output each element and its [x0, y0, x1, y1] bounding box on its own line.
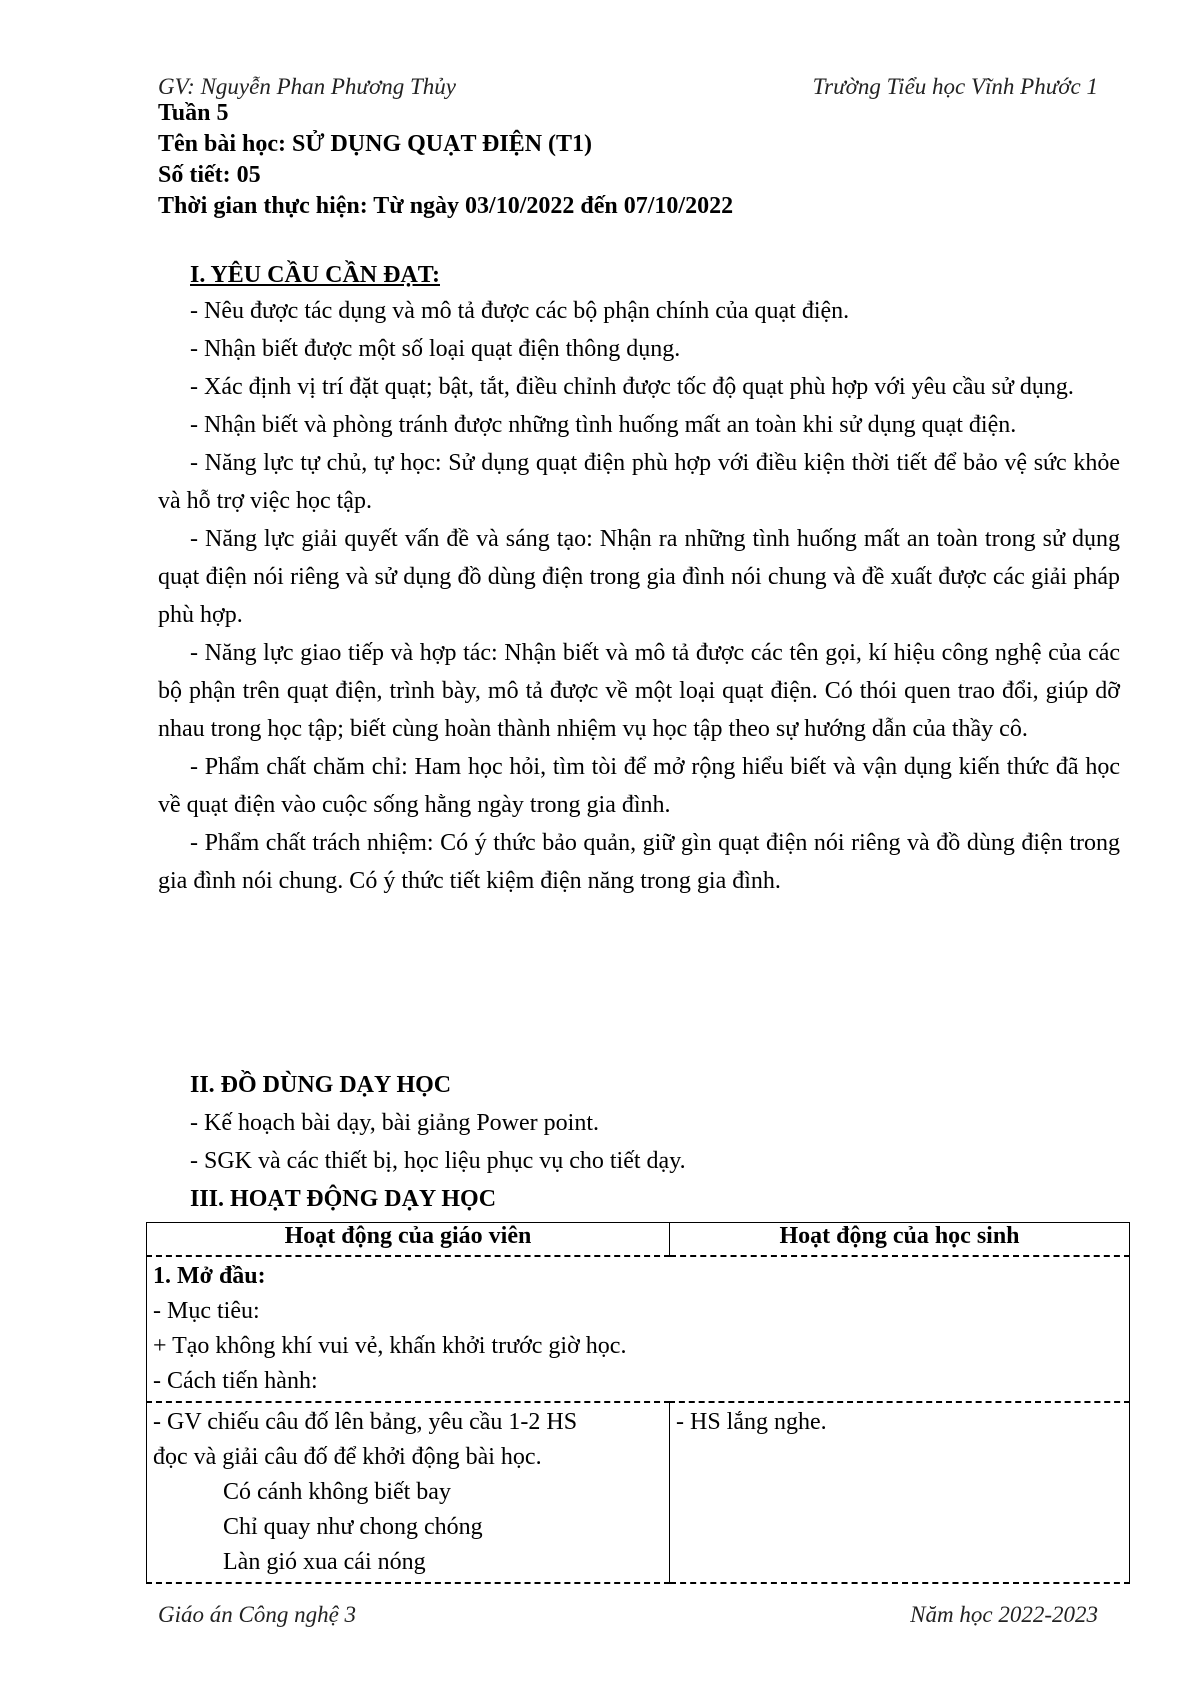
section-materials-heading: II. ĐỒ DÙNG DẠY HỌC — [190, 1072, 452, 1098]
requirement-item: - Nhận biết và phòng tránh được những tình huống mất an toàn khi sử dụng quạt điện. — [190, 412, 1017, 438]
requirement-item: - Năng lực tự chủ, tự học: Sử dụng quạt điện phù hợp với điều kiện thời tiết để bảo vệ sức khỏe và hỗ trợ việc học tập. — [158, 450, 1120, 514]
teacher-line: đọc và giải câu đố để khởi động bài học. — [153, 1444, 542, 1470]
header-school: Trường Tiểu học Vĩnh Phước 1 — [812, 74, 1098, 99]
requirement-item: - Nêu được tác dụng và mô tả được các bộ phận chính của quạt điện. — [190, 298, 850, 324]
week-label: Tuần 5 — [158, 100, 229, 126]
teacher-activity-cell — [147, 1402, 670, 1583]
requirement-item: - Phẩm chất chăm chỉ: Ham học hỏi, tìm tòi để mở rộng hiểu biết và vận dụng kiến thức đã học về quạt điện vào cuộc sống hằng ngày trong gia đình. — [158, 754, 1120, 818]
col-teacher-header: Hoạt động của giáo viên — [147, 1223, 670, 1257]
requirement-item: - Phẩm chất trách nhiệm: Có ý thức bảo quản, giữ gìn quạt điện nói riêng và đồ dùng điện trong gia đình nói chung. Có ý thức tiết kiệm điện năng trong gia đình. — [158, 830, 1120, 894]
header-teacher: GV: Nguyễn Phan Phương Thủy — [158, 74, 457, 99]
section-activities-heading: III. HOẠT ĐỘNG DẠY HỌC — [190, 1186, 497, 1212]
materials-item: - SGK và các thiết bị, học liệu phục vụ cho tiết dạy. — [190, 1148, 686, 1174]
footer-year: Năm học 2022-2023 — [910, 1602, 1098, 1627]
table-header-row — [147, 1223, 1130, 1257]
materials-item: - Kế hoạch bài dạy, bài giảng Power point. — [190, 1110, 599, 1136]
lesson-title-line — [158, 131, 592, 158]
activities-table — [146, 1222, 1130, 1584]
footer-subject: Giáo án Công nghệ 3 — [158, 1602, 357, 1627]
teacher-line: - GV chiếu câu đố lên bảng, yêu cầu 1-2 HS — [153, 1409, 578, 1435]
student-activity-cell — [670, 1402, 1130, 1583]
requirement-item: - Năng lực giao tiếp và hợp tác: Nhận biết và mô tả được các tên gọi, kí hiệu công nghệ của các bộ phận trên quạt điện, trình bày, mô tả được về một loại quạt điện. Có thói quen trao đổi, giúp dỡ nhau trong học tập; biết cùng hoàn thành nhiệm vụ học tập theo sự hướng dẫn của thầy cô. — [158, 640, 1120, 742]
table-row — [147, 1256, 1130, 1402]
col-student-header: Hoạt động của học sinh — [670, 1223, 1130, 1257]
part1-line: - Cách tiến hành: — [153, 1368, 318, 1394]
poem-line: Làn gió xua cái nóng — [223, 1549, 426, 1575]
requirement-item: - Xác định vị trí đặt quạt; bật, tắt, điều chỉnh được tốc độ quạt phù hợp với yêu cầu sử dụng. — [190, 374, 1074, 400]
materials-list — [158, 1104, 1120, 1180]
periods-label: Số tiết: 05 — [158, 162, 261, 188]
time-label: Thời gian thực hiện: Từ ngày 03/10/2022 đến 07/10/2022 — [158, 193, 734, 219]
poem-line: Chỉ quay như chong chóng — [223, 1514, 483, 1540]
lesson-title: SỬ DỤNG QUẠT ĐIỆN (T1) — [292, 131, 593, 157]
poem-line: Có cánh không biết bay — [223, 1479, 451, 1505]
part1-title: 1. Mở đầu: — [153, 1263, 266, 1289]
requirement-item: - Năng lực giải quyết vấn đề và sáng tạo: Nhận ra những tình huống mất an toàn trong sử dụng quạt điện nói riêng và sử dụng đồ dùng điện trong gia đình nói chung và đề xuất được các giải pháp phù hợp. — [158, 526, 1120, 628]
section-requirements-heading: I. YÊU CẦU CẦN ĐẠT: — [190, 262, 440, 288]
part1-cell — [147, 1256, 1130, 1402]
requirements-list — [158, 292, 1120, 900]
part1-line: - Mục tiêu: — [153, 1298, 260, 1324]
part1-line: + Tạo không khí vui vẻ, khấn khởi trước giờ học. — [153, 1333, 627, 1359]
student-line: - HS lắng nghe. — [676, 1409, 827, 1435]
lesson-prefix: Tên bài học: — [158, 131, 293, 157]
table-row — [147, 1402, 1130, 1583]
requirement-item: - Nhận biết được một số loại quạt điện thông dụng. — [190, 336, 681, 362]
